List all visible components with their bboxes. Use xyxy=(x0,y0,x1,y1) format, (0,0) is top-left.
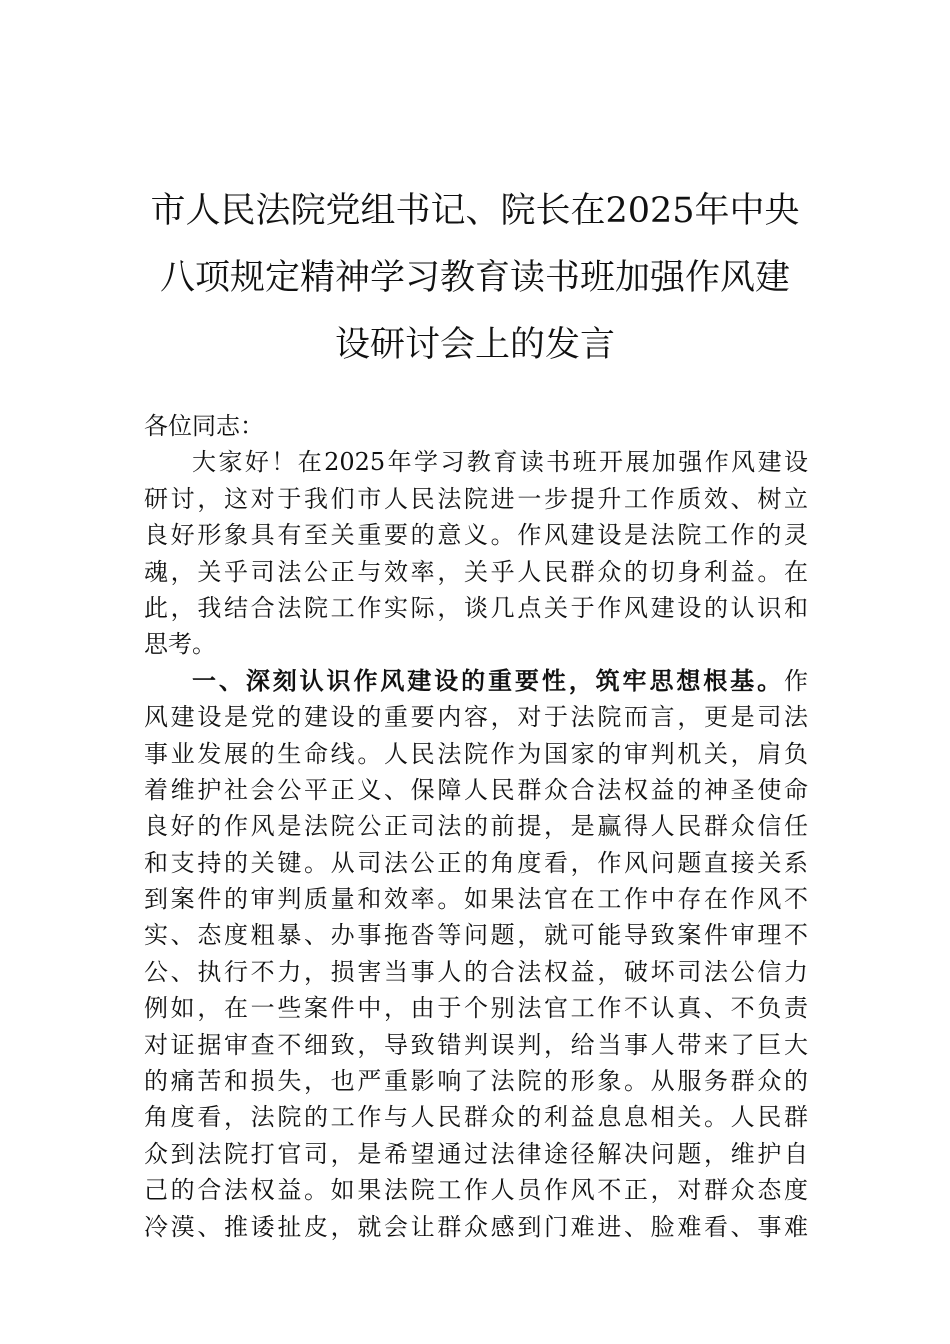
paragraph-line: 到案件的审判质量和效率。如果法官在工作中存在作风不 xyxy=(144,885,808,914)
paragraph-line: 良好形象具有至关重要的意义。作风建设是法院工作的灵 xyxy=(144,521,808,550)
paragraph-line: 事业发展的生命线。人民法院作为国家的审判机关，肩负 xyxy=(144,739,808,768)
paragraph-line: 对证据审查不细致，导致错判误判，给当事人带来了巨大 xyxy=(144,1030,808,1059)
paragraph-line: 公、执行不力，损害当事人的合法权益，破坏司法公信力 xyxy=(144,957,808,986)
paragraph-line: 思考。 xyxy=(144,630,216,659)
title-line-2: 八项规定精神学习教育读书班加强作风建 xyxy=(159,258,790,298)
paragraph-line: 众到法院打官司，是希望通过法律途径解决问题，维护自 xyxy=(144,1139,808,1168)
paragraph-line: 冷漠、推诿扯皮，就会让群众感到门难进、脸难看、事难 xyxy=(144,1212,808,1241)
paragraph-line: 和支持的关键。从司法公正的角度看，作风问题直接关系 xyxy=(144,848,808,877)
paragraph-line: 例如，在一些案件中，由于个别法官工作不认真、不负责 xyxy=(144,994,808,1023)
paragraph-line: 实、态度粗暴、办事拖沓等问题，就可能导致案件审理不 xyxy=(144,921,808,950)
title-line-3: 设研讨会上的发言 xyxy=(334,325,615,365)
paragraph-section-1 xyxy=(144,663,808,1245)
paragraph-line: 着维护社会公平正义、保障人民群众合法权益的神圣使命 xyxy=(144,775,808,804)
document-title xyxy=(140,178,810,379)
paragraph-line: 大家好！在2025年学习教育读书班开展加强作风建设 xyxy=(192,448,808,477)
paragraph-line: 的痛苦和损失，也严重影响了法院的形象。从服务群众的 xyxy=(144,1067,808,1096)
paragraph-line: 此，我结合法院工作实际，谈几点关于作风建设的认识和 xyxy=(144,593,808,622)
paragraph-line: 魂，关乎司法公正与效率，关乎人民群众的切身利益。在 xyxy=(144,557,808,586)
paragraph-line: 风建设是党的建设的重要内容，对于法院而言，更是司法 xyxy=(144,703,808,732)
paragraph-line: 己的合法权益。如果法院工作人员作风不正，对群众态度 xyxy=(144,1176,808,1205)
paragraph-line-rest: 作 xyxy=(784,666,808,695)
section-heading: 一、深刻认识作风建设的重要性，筑牢思想根基。 xyxy=(192,665,784,695)
paragraph-line: 角度看，法院的工作与人民群众的利益息息相关。人民群 xyxy=(144,1103,808,1132)
paragraph-intro xyxy=(144,444,808,662)
paragraph-line: 研讨，这对于我们市人民法院进一步提升工作质效、树立 xyxy=(144,484,808,513)
salutation: 各位同志： xyxy=(144,412,264,440)
title-line-1: 市人民法院党组书记、院长在2025年中央 xyxy=(150,191,800,231)
paragraph-line xyxy=(144,663,808,699)
paragraph-line: 良好的作风是法院公正司法的前提，是赢得人民群众信任 xyxy=(144,812,808,841)
document-body xyxy=(144,408,808,1245)
